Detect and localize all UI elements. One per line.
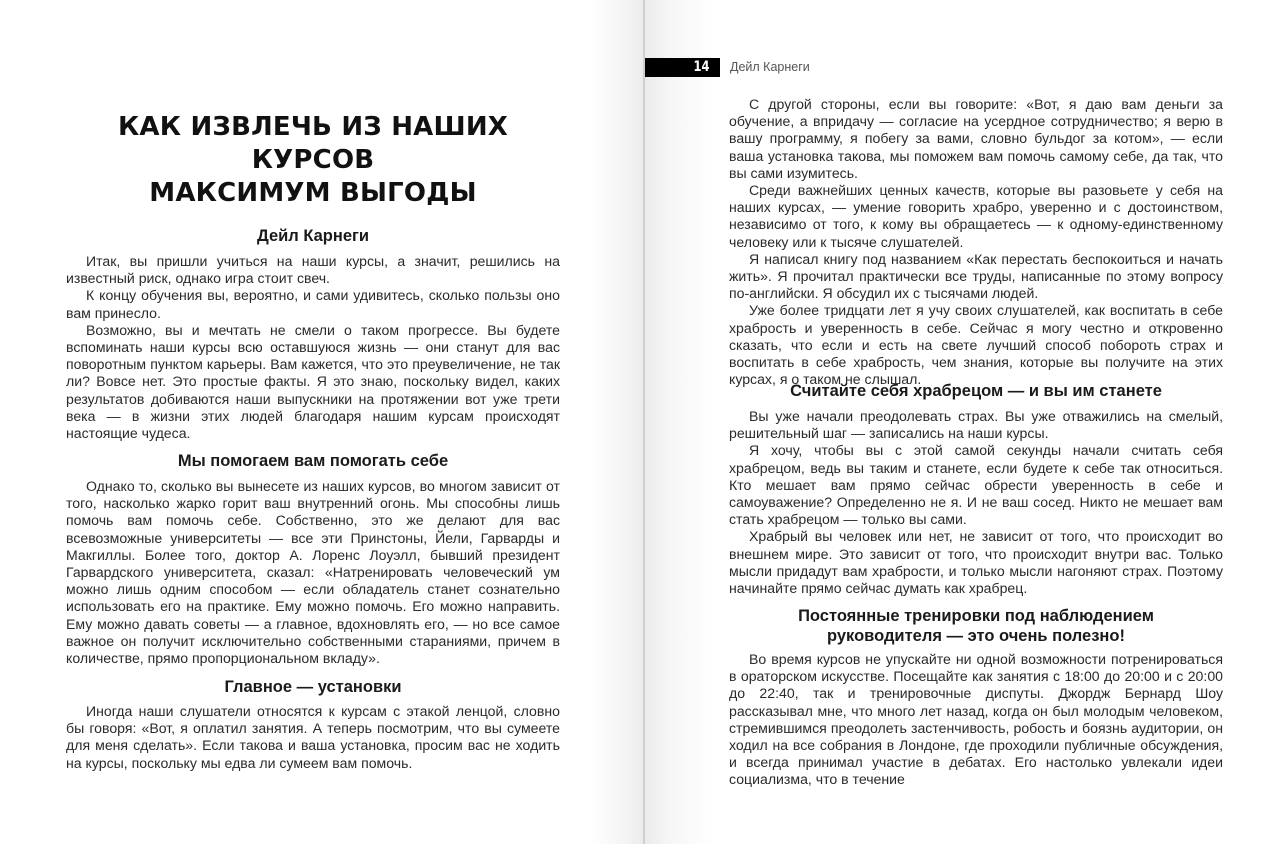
- paragraph: Иногда наши слушатели относятся к курсам с этакой ленцой, словно бы говоря: «Вот, я оплатил занятия. А теперь посмотрим, что вы сумеете для меня сделать». Если такова и ваша установка, просим вас не ходить на курсы, поскольку мы едва ли сумеем вам помочь.: [66, 703, 560, 771]
- intro-text: [66, 253, 560, 442]
- paragraph: Уже более тридцати лет я учу своих слушателей, как воспитать в себе храбрость и уверенность в себе. Сейчас я могу честно и откровенно сказать, что если и есть на свете лучший способ побороть страх и воспитать в себе храбрость, чем знания, которые вы получите на этих курсах, я о таком не слышал.: [729, 302, 1223, 388]
- author-byline-block: [66, 226, 560, 246]
- paragraph: Во время курсов не упускайте ни одной возможности потренироваться в ораторском искусстве. Посещайте как занятия с 18:00 до 20:00 и с 20:00 до 22:40, так и тренировочные диспуты. Джордж Бернард Шоу рассказывал мне, что много лет назад, когда он был молодым человеком, стремившимся преодолеть застенчивость, робость и боязнь аудитории, он ходил на все собрания в Лондоне, где проходили публичные обсуждения, и всегда принимал участие в дебатах. Его настолько увлекали идеи социализма, что в течение: [729, 651, 1223, 788]
- section-heading-line: Постоянные тренировки под наблюдением: [798, 607, 1154, 625]
- chapter-title-line-2: МАКСИМУМ ВЫГОДЫ: [149, 178, 477, 209]
- section-text: [66, 703, 560, 772]
- paragraph: Возможно, вы и мечтать не смели о таком прогрессе. Вы будете вспоминать наши курсы всю оставшуюся жизнь — они станут для вас поворотным пунктом карьеры. Вам кажется, что это преувеличение, не так ли? Вовсе нет. Это простые факты. Я это знаю, поскольку видел, каких результатов добиваются наши выпускники на протяжении вот уже трети века — в жизни этих людей благодаря нашим курсам происходят настоящие чудеса.: [66, 321, 560, 442]
- section-heading-line: руководителя — это очень полезно!: [827, 627, 1125, 645]
- section-text: [729, 651, 1223, 789]
- page-number: 14: [693, 59, 709, 75]
- paragraph: Вы уже начали преодолевать страх. Вы уже отважились на смелый, решительный шаг — записались на наши курсы.: [729, 408, 1223, 442]
- chapter-title-line-1: КАК ИЗВЛЕЧЬ ИЗ НАШИХ КУРСОВ: [117, 112, 509, 176]
- section-heading-block: [66, 451, 560, 471]
- section-heading-block: [729, 606, 1223, 646]
- section-heading: Главное — установки: [224, 678, 402, 696]
- paragraph: Среди важнейших ценных качеств, которые вы разовьете у себя на наших курсах, — умение говорить храбро, уверенно и с достоинством, независимо от того, к кому вы обращаетесь — к одному-единственному человеку или к тысяче слушателей.: [729, 182, 1223, 250]
- chapter-title: [60, 111, 566, 210]
- paragraph: Я хочу, чтобы вы с этой самой секунды начали считать себя храбрецом, ведь вы таким и станете, если будете к себе так относиться. Кто мешает вам прямо сейчас обрести уверенность в себе и самоуважение? Определенно не я. И не ваш сосед. Никто не мешает вам стать храбрецом — только вы сами.: [729, 442, 1223, 528]
- section-heading-block: [66, 677, 560, 697]
- opening-text: [729, 96, 1223, 388]
- author-byline: Дейл Карнеги: [256, 227, 370, 245]
- paragraph: Итак, вы пришли учиться на наши курсы, а значит, решились на известный риск, однако игра стоит свеч.: [66, 253, 560, 287]
- paragraph: Храбрый вы человек или нет, не зависит от того, что происходит во внешнем мире. Это зависит от того, что происходит внутри вас. Только мысли придадут вам храбрости, и только мысли нагоняют страх. Поэтому начинайте прямо сейчас думать как храбрец.: [729, 528, 1223, 597]
- section-heading-line: Считайте себя храбрецом — и вы им станете: [790, 382, 1162, 400]
- paragraph: К концу обучения вы, вероятно, и сами удивитесь, сколько пользы оно вам принесло.: [66, 287, 560, 321]
- section-text: [729, 408, 1223, 597]
- section-heading: [729, 606, 1223, 646]
- section-heading: [729, 381, 1223, 401]
- running-header-author: Дейл Карнеги: [730, 60, 810, 74]
- page-number-bar: [645, 58, 720, 77]
- paragraph: Однако то, сколько вы вынесете из наших курсов, во многом зависит от того, насколько жарко горит ваш внутренний огонь. Мы способны лишь помочь вам помочь себе. Собственно, это же делают для вас всевозможные университеты — все эти Принстоны, Йели, Гарварды и Макгиллы. Более того, доктор А. Лоренс Лоуэлл, бывший президент Гарвардского университета, сказал: «Натренировать человеческий ум можно лишь одним способом — если обладатель станет сознательно использовать его на практике. Ему можно помочь. Его можно направить. Ему можно давать советы — а главное, вдохновлять его, — но все самое важное он получит исключительно собственными стараниями, причем в количестве, прямо пропорциональном вкладу».: [66, 478, 560, 667]
- paragraph: Я написал книгу под названием «Как перестать беспокоиться и начать жить». Я прочитал практически все труды, написанные по этому вопросу по-английски. Я обсудил их с тысячами людей.: [729, 250, 1223, 302]
- section-heading-block: [729, 381, 1223, 401]
- section-text: [66, 478, 560, 667]
- section-heading: Мы помогаем вам помогать себе: [177, 452, 449, 470]
- paragraph: С другой стороны, если вы говорите: «Вот, я даю вам деньги за обучение, а впридачу — согласие на усердное сотрудничество; я верю в вашу программу, я побегу за вами, словно бульдог за котом», — если ваша установка такова, мы поможем вам помочь самому себе, да так, что вы сами изумитесь.: [729, 96, 1223, 181]
